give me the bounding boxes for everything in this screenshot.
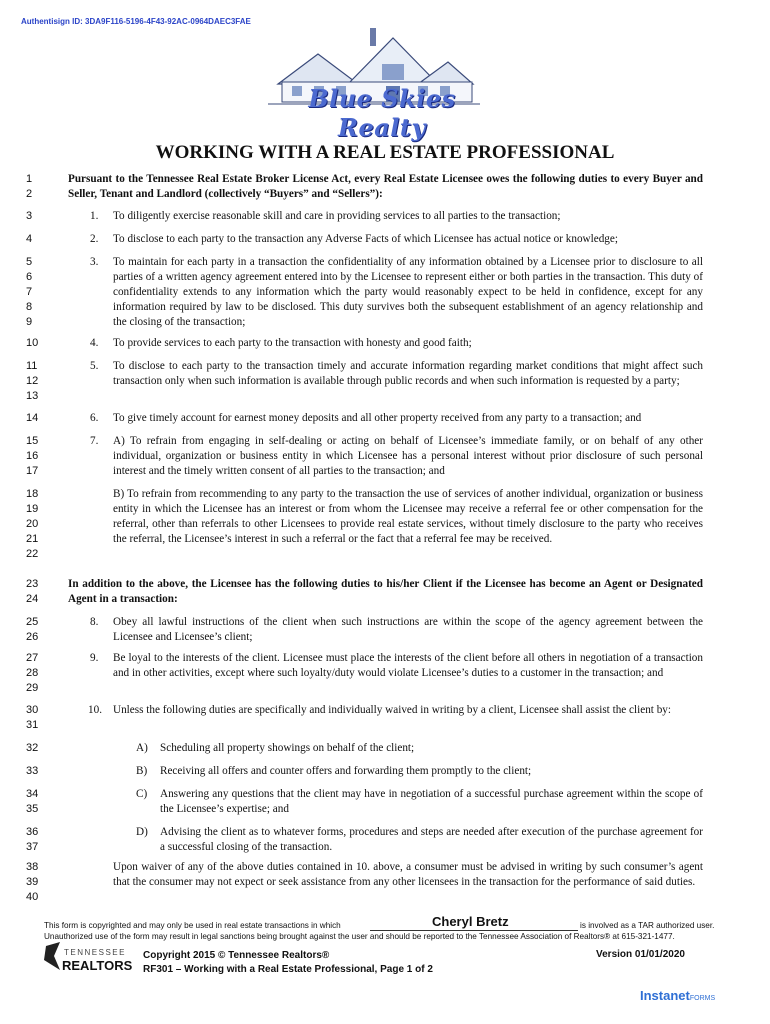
item-number: 1. xyxy=(90,210,99,222)
line-numbers: 32 xyxy=(26,742,39,754)
copyright-block xyxy=(143,949,433,977)
line-numbers: 27 28 29 xyxy=(26,652,39,694)
item-text: Be loyal to the interests of the client. Licensee must place the interests of the client before all others in negotiation of a transaction and in other activities, except where such loyalty/duty would violate Licensee’s duties to a customer in the transaction; and xyxy=(113,652,703,679)
line-numbers: 33 xyxy=(26,765,39,777)
signer-line xyxy=(370,930,578,931)
line-numbers: 15 16 17 xyxy=(26,435,39,477)
subitem-letter: B) xyxy=(136,765,148,777)
line-numbers: 11 12 13 xyxy=(26,360,39,402)
line-numbers: 18 19 20 21 22 xyxy=(26,488,39,560)
line-numbers: 30 31 xyxy=(26,704,39,731)
copyright: Copyright 2015 © Tennessee Realtors® xyxy=(143,950,330,961)
subitem-text: Receiving all offers and counter offers and forwarding them promptly to the client; xyxy=(160,765,532,777)
intro-paragraph: Pursuant to the Tennessee Real Estate Broker License Act, every Real Estate Licensee owes the following duties to every Buyer and Seller, Tenant and Landlord (collectively “Buyers” and “Sellers”): xyxy=(68,173,703,200)
item-text: To disclose to each party to the transaction any Adverse Facts of which Licensee has actual notice or knowledge; xyxy=(113,233,618,245)
item-number: 10. xyxy=(88,704,102,716)
line-numbers: 14 xyxy=(26,412,39,424)
line-numbers: 5 6 7 8 9 xyxy=(26,256,33,328)
line-numbers: 36 37 xyxy=(26,826,39,853)
subitem-text: Advising the client as to whatever forms, procedures and steps are needed after execution of the purchase agreement for a successful closing of the transaction. xyxy=(160,826,703,853)
instanet-name: Instanet xyxy=(640,988,690,1003)
item-number: 8. xyxy=(90,616,99,628)
item-text: To diligently exercise reasonable skill and care in providing services to all parties to the transaction; xyxy=(113,210,561,222)
footer-line-1-post: is involved as a TAR authorized user. xyxy=(580,921,715,930)
item-number: 6. xyxy=(90,412,99,424)
subitem-letter: A) xyxy=(136,742,148,754)
line-numbers: 3 xyxy=(26,210,33,222)
section-heading: In addition to the above, the Licensee has the following duties to his/her Client if the Licensee has become an Agent or Designated Agent in a transaction: xyxy=(68,578,703,605)
authentisign-id: Authentisign ID: 3DA9F116-5196-4F43-92AC-0964DAEC3FAE xyxy=(21,17,251,26)
item-number: 4. xyxy=(90,337,99,349)
line-numbers: 25 26 xyxy=(26,616,39,643)
item-text: B) To refrain from recommending to any party to the transaction the use of services of another individual, organization or business entity in which the Licensee has an interest or from whom the Licensee may receive a referral fee or other compensation for the referral, other than referrals to other Licensees to provide real estate services, without timely disclosure to the party who receives the referral, the Licensee’s interest in such a referral or the fact that a referral fee may be received. xyxy=(113,488,703,545)
line-numbers: 1 2 xyxy=(26,173,33,200)
instanet-forms-logo xyxy=(640,988,715,1003)
item-text: Unless the following duties are specifically and individually waived in writing by a client, Licensee shall assist the client by: xyxy=(113,704,671,716)
item-number: 5. xyxy=(90,360,99,372)
item-number: 7. xyxy=(90,435,99,447)
item-text: To give timely account for earnest money deposits and all other property received from any party to a transaction; and xyxy=(113,412,642,424)
line-numbers: 23 24 xyxy=(26,578,39,605)
subitem-letter: D) xyxy=(136,826,148,838)
item-text: To provide services to each party to the transaction with honesty and good faith; xyxy=(113,337,472,349)
line-numbers: 38 39 40 xyxy=(26,861,39,903)
item-text: A) To refrain from engaging in self-dealing or acting on behalf of Licensee’s immediate family, or on behalf of any other individual, organization or business entity in which Licensee has a personal interest without prior disclosure of such personal interest and the timely written consent of all parties to the transaction; and xyxy=(113,435,703,477)
footer-line-2: Unauthorized use of the form may result in legal sanctions being brought against the user and should be reported to the Tennessee Association of Realtors® at 615-321-1477. xyxy=(44,932,675,941)
subitem-text: Answering any questions that the client may have in negotiation of a successful purchase agreement within the scope of the Licensee’s expertise; and xyxy=(160,788,703,815)
form-id: RF301 – Working with a Real Estate Professional, Page 1 of 2 xyxy=(143,964,433,975)
instanet-forms: FORMS xyxy=(689,995,716,1002)
form-version: Version 01/01/2020 xyxy=(596,949,685,960)
item-number: 9. xyxy=(90,652,99,664)
brand-name: Blue Skies Realty xyxy=(308,84,456,142)
item-text: Obey all lawful instructions of the client when such instructions are within the scope of the agency agreement between the Licensee and Licensee’s client; xyxy=(113,616,703,643)
item-text: To maintain for each party in a transaction the confidentiality of any information obtained by a Licensee prior to disclosure to all parties of a written agency agreement entered into by the Licensee to represent either or both parties in the transaction. This duty of confidentiality extends to any information which the party would reasonably expect to be held in confidence, except for any information required by law to be disclosed. This duty survives both the subsequent establishment of an agency relationship and the closing of the transaction; xyxy=(113,256,703,328)
realtors-org-name: REALTORS xyxy=(62,958,133,973)
subitem-letter: C) xyxy=(136,788,148,800)
tennessee-realtors-logo-icon xyxy=(44,942,62,970)
subitem-text: Scheduling all property showings on behalf of the client; xyxy=(160,742,415,754)
signer-name: Cheryl Bretz xyxy=(432,914,509,929)
realtors-org-top: TENNESSEE xyxy=(64,948,126,957)
item-text: To disclose to each party to the transaction timely and accurate information regarding market conditions that might affect such transaction only when such information is available through public records and when such information is requested by a party; xyxy=(113,360,703,387)
line-numbers: 10 xyxy=(26,337,39,349)
document-title: WORKING WITH A REAL ESTATE PROFESSIONAL xyxy=(155,142,615,163)
line-numbers: 4 xyxy=(26,233,33,245)
line-numbers: 34 35 xyxy=(26,788,39,815)
item-number: 3. xyxy=(90,256,99,268)
item-number: 2. xyxy=(90,233,99,245)
footer-line-1-pre: This form is copyrighted and may only be used in real estate transactions in which xyxy=(44,921,341,930)
waiver-paragraph: Upon waiver of any of the above duties contained in 10. above, a consumer must be advised in writing by such consumer’s agent that the consumer may not expect or seek assistance from any other licensees in the transaction for the performance of said duties. xyxy=(113,861,703,888)
